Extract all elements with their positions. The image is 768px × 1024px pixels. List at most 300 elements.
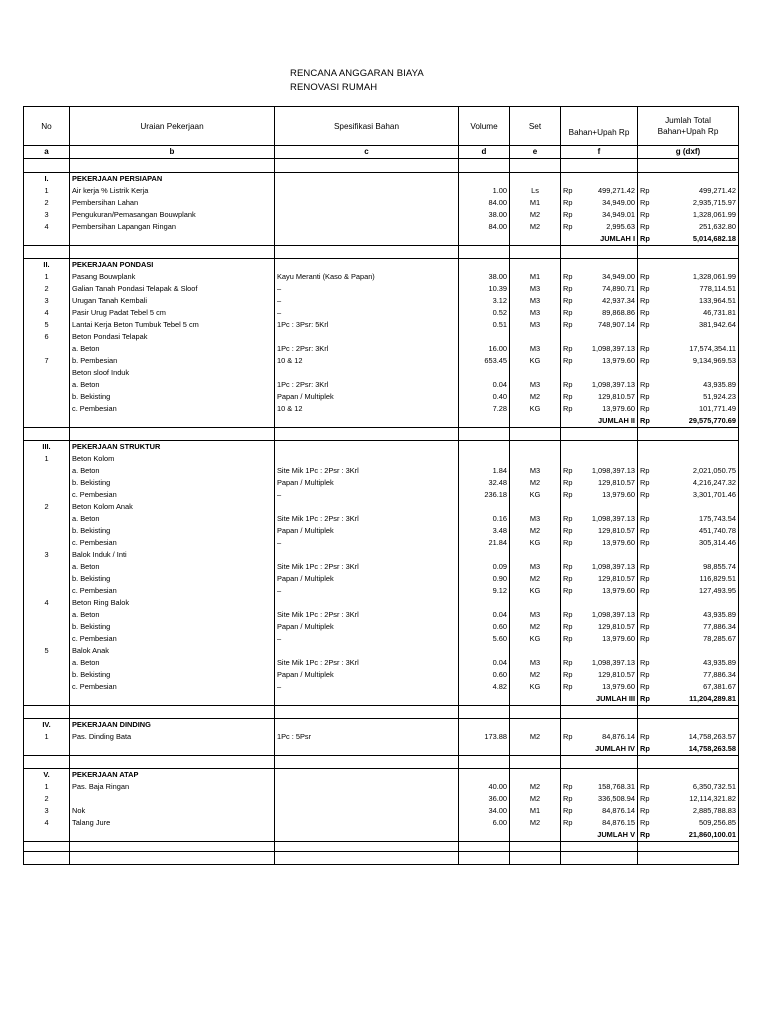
section-row <box>24 441 739 454</box>
item-specification: – <box>275 681 459 693</box>
table-row <box>24 185 739 197</box>
item-specification: Papan / Multiplek <box>275 573 459 585</box>
item-specification: Site Mik 1Pc : 2Psr : 3Krl <box>275 513 459 525</box>
item-number: 1 <box>24 185 70 197</box>
item-unit: KG <box>510 403 561 415</box>
item-number: 2 <box>24 283 70 295</box>
item-description: b. Bekisting <box>70 669 275 681</box>
item-volume: 236.18 <box>459 489 510 501</box>
empty-cell <box>275 769 459 782</box>
item-specification: Papan / Multiplek <box>275 391 459 403</box>
currency-label: Rp <box>563 782 573 791</box>
table-row <box>24 609 739 621</box>
item-description: Pas. Dinding Bata <box>70 731 275 743</box>
empty-cell <box>561 706 638 719</box>
currency-label: Rp <box>640 514 650 523</box>
currency-label: Rp <box>563 186 573 195</box>
item-total-value: 9,134,969.53 <box>692 356 736 365</box>
currency-label: Rp <box>563 526 573 535</box>
item-unit: M2 <box>510 525 561 537</box>
empty-cell <box>561 173 638 186</box>
item-unit-price <box>561 391 638 403</box>
currency-label: Rp <box>640 222 650 231</box>
item-unit: KG <box>510 681 561 693</box>
header-row <box>24 107 739 146</box>
item-number: 3 <box>24 209 70 221</box>
empty-cell <box>70 693 275 706</box>
item-unit-price-value: 129,810.57 <box>598 670 635 679</box>
item-volume: 40.00 <box>459 781 510 793</box>
item-total-value: 43,935.89 <box>703 380 736 389</box>
empty-cell <box>24 693 70 706</box>
empty-cell <box>638 852 739 865</box>
empty-cell <box>459 441 510 454</box>
table-row <box>24 453 739 465</box>
table-row <box>24 295 739 307</box>
item-unit: M3 <box>510 307 561 319</box>
empty-cell <box>275 441 459 454</box>
item-specification <box>275 549 459 561</box>
item-volume: 16.00 <box>459 343 510 355</box>
table-row <box>24 805 739 817</box>
item-description: c. Pembesian <box>70 537 275 549</box>
currency-label: Rp <box>563 490 573 499</box>
empty-cell <box>275 259 459 272</box>
item-volume: 0.04 <box>459 657 510 669</box>
empty-cell <box>638 246 739 259</box>
item-unit-price-value: 1,098,397.13 <box>591 466 635 475</box>
item-unit-price <box>561 331 638 343</box>
empty-cell <box>459 428 510 441</box>
page-title: RENCANA ANGGARAN BIAYA <box>290 68 424 79</box>
item-number: 3 <box>24 295 70 307</box>
item-unit: M2 <box>510 793 561 805</box>
item-volume: 32.48 <box>459 477 510 489</box>
item-total <box>638 817 739 829</box>
table-row <box>24 307 739 319</box>
spacer-row <box>24 842 739 852</box>
empty-cell <box>275 706 459 719</box>
item-unit-price <box>561 657 638 669</box>
item-specification: – <box>275 585 459 597</box>
letter-row <box>24 146 739 159</box>
currency-label: Rp <box>563 308 573 317</box>
item-specification <box>275 367 459 379</box>
empty-cell <box>638 159 739 173</box>
spacer-row <box>24 852 739 865</box>
item-volume: 0.40 <box>459 391 510 403</box>
empty-cell <box>24 829 70 842</box>
currency-label: Rp <box>563 478 573 487</box>
table-row <box>24 367 739 379</box>
item-number: 4 <box>24 221 70 233</box>
item-number: 4 <box>24 817 70 829</box>
item-unit: M3 <box>510 465 561 477</box>
item-total-value: 77,886.34 <box>703 622 736 631</box>
item-description: a. Beton <box>70 609 275 621</box>
item-unit-price-value: 336,508.94 <box>598 794 635 803</box>
currency-label: Rp <box>563 210 573 219</box>
item-unit-price-value: 158,768.31 <box>598 782 635 791</box>
item-unit-price <box>561 185 638 197</box>
item-total <box>638 477 739 489</box>
item-volume: 5.60 <box>459 633 510 645</box>
empty-cell <box>510 246 561 259</box>
col-header-harga-label: Bahan+Upah Rp <box>568 128 630 137</box>
item-unit: M2 <box>510 669 561 681</box>
item-description: b. Pembesian <box>70 355 275 367</box>
empty-cell <box>24 159 70 173</box>
item-volume <box>459 367 510 379</box>
currency-label: Rp <box>640 538 650 547</box>
table-row <box>24 537 739 549</box>
table-row <box>24 645 739 657</box>
item-description: Pasir Urug Padat Tebel 5 cm <box>70 307 275 319</box>
item-volume: 0.16 <box>459 513 510 525</box>
col-header-spesifikasi: Spesifikasi Bahan <box>275 107 459 146</box>
item-description: b. Bekisting <box>70 477 275 489</box>
empty-cell <box>561 159 638 173</box>
item-volume <box>459 453 510 465</box>
table-row <box>24 391 739 403</box>
item-total <box>638 209 739 221</box>
item-specification: 10 & 12 <box>275 355 459 367</box>
item-description: Pas. Baja Ringan <box>70 781 275 793</box>
item-description: c. Pembesian <box>70 489 275 501</box>
item-total-value: 101,771.49 <box>699 404 736 413</box>
item-specification <box>275 817 459 829</box>
item-description: Balok Anak <box>70 645 275 657</box>
empty-cell <box>510 743 561 756</box>
item-unit-price-value: 34,949.00 <box>602 272 635 281</box>
currency-label: Rp <box>563 794 573 803</box>
item-description: a. Beton <box>70 379 275 391</box>
item-volume: 0.52 <box>459 307 510 319</box>
section-row <box>24 769 739 782</box>
item-volume: 0.51 <box>459 319 510 331</box>
item-description: Talang Jure <box>70 817 275 829</box>
empty-cell <box>459 173 510 186</box>
subtotal-label: JUMLAH IV <box>561 743 638 756</box>
item-unit-price <box>561 221 638 233</box>
item-description: Pasang Bouwplank <box>70 271 275 283</box>
empty-cell <box>459 233 510 246</box>
item-specification: – <box>275 489 459 501</box>
item-total <box>638 793 739 805</box>
item-volume: 38.00 <box>459 209 510 221</box>
item-number: 2 <box>24 197 70 209</box>
table-row <box>24 585 739 597</box>
subtotal-value <box>638 415 739 428</box>
col-header-harga <box>561 107 638 146</box>
currency-label: Rp <box>640 308 650 317</box>
empty-cell <box>70 852 275 865</box>
empty-cell <box>459 852 510 865</box>
item-unit: M2 <box>510 573 561 585</box>
item-number <box>24 379 70 391</box>
table-row <box>24 343 739 355</box>
item-description: Pengukuran/Pemasangan Bouwplank <box>70 209 275 221</box>
empty-cell <box>459 415 510 428</box>
currency-label: Rp <box>640 490 650 499</box>
currency-label: Rp <box>563 538 573 547</box>
item-unit-price <box>561 379 638 391</box>
item-number <box>24 621 70 633</box>
item-unit: M3 <box>510 379 561 391</box>
item-unit-price-value: 13,979.60 <box>602 538 635 547</box>
empty-cell <box>510 173 561 186</box>
table-row <box>24 549 739 561</box>
empty-cell <box>275 233 459 246</box>
empty-cell <box>24 246 70 259</box>
item-volume: 34.00 <box>459 805 510 817</box>
currency-label: Rp <box>640 234 650 243</box>
item-total-value: 17,574,354.11 <box>689 344 736 353</box>
section-title: PEKERJAAN ATAP <box>70 769 275 782</box>
currency-label: Rp <box>563 514 573 523</box>
section-number: III. <box>24 441 70 454</box>
item-description: Pembersihan Lapangan Ringan <box>70 221 275 233</box>
item-description: a. Beton <box>70 657 275 669</box>
item-specification: Papan / Multiplek <box>275 525 459 537</box>
item-number <box>24 403 70 415</box>
empty-cell <box>510 829 561 842</box>
currency-label: Rp <box>640 198 650 207</box>
item-total <box>638 307 739 319</box>
item-number: 1 <box>24 731 70 743</box>
item-unit <box>510 453 561 465</box>
table-row <box>24 331 739 343</box>
currency-label: Rp <box>640 186 650 195</box>
section-number: V. <box>24 769 70 782</box>
item-unit: M3 <box>510 343 561 355</box>
table-row <box>24 319 739 331</box>
item-number: 2 <box>24 793 70 805</box>
subtotal-value-value: 11,204,289.81 <box>689 694 736 703</box>
item-total-value: 67,381.67 <box>703 682 736 691</box>
currency-label: Rp <box>563 818 573 827</box>
item-total <box>638 295 739 307</box>
item-unit-price <box>561 645 638 657</box>
subtotal-row <box>24 829 739 842</box>
item-total <box>638 525 739 537</box>
spacer-row <box>24 159 739 173</box>
item-volume <box>459 645 510 657</box>
item-volume: 1.84 <box>459 465 510 477</box>
item-unit-price-value: 34,949.01 <box>602 210 635 219</box>
table-row <box>24 501 739 513</box>
item-unit: M2 <box>510 221 561 233</box>
item-total-value: 175,743.54 <box>699 514 736 523</box>
empty-cell <box>459 829 510 842</box>
item-unit: KG <box>510 537 561 549</box>
item-unit: KG <box>510 489 561 501</box>
item-unit-price <box>561 477 638 489</box>
item-description: b. Bekisting <box>70 391 275 403</box>
empty-cell <box>70 415 275 428</box>
item-volume: 173.88 <box>459 731 510 743</box>
currency-label: Rp <box>563 670 573 679</box>
section-number: II. <box>24 259 70 272</box>
table-row <box>24 209 739 221</box>
item-description: b. Bekisting <box>70 525 275 537</box>
item-total-value: 3,301,701.46 <box>692 490 736 499</box>
item-specification <box>275 793 459 805</box>
item-total-value: 251,632.80 <box>699 222 736 231</box>
item-unit: M3 <box>510 657 561 669</box>
item-unit-price-value: 2,995.63 <box>606 222 635 231</box>
item-number: 3 <box>24 805 70 817</box>
item-number: 1 <box>24 271 70 283</box>
table-row <box>24 621 739 633</box>
subtotal-label: JUMLAH I <box>561 233 638 246</box>
item-total <box>638 657 739 669</box>
item-total-value: 381,942.64 <box>699 320 736 329</box>
item-total <box>638 355 739 367</box>
empty-cell <box>275 743 459 756</box>
currency-label: Rp <box>640 562 650 571</box>
item-total <box>638 513 739 525</box>
table-row <box>24 597 739 609</box>
empty-cell <box>459 693 510 706</box>
item-number <box>24 681 70 693</box>
item-description: c. Pembesian <box>70 681 275 693</box>
item-number <box>24 525 70 537</box>
item-number: 5 <box>24 319 70 331</box>
subtotal-label: JUMLAH II <box>561 415 638 428</box>
currency-label: Rp <box>640 818 650 827</box>
item-number <box>24 489 70 501</box>
item-unit: M2 <box>510 621 561 633</box>
item-description: Urugan Tanah Kembali <box>70 295 275 307</box>
item-specification: 1Pc : 2Psr: 3Krl <box>275 379 459 391</box>
item-unit-price-value: 499,271.42 <box>598 186 635 195</box>
item-total <box>638 501 739 513</box>
item-total-value: 43,935.89 <box>703 658 736 667</box>
item-number <box>24 513 70 525</box>
item-description: c. Pembesian <box>70 585 275 597</box>
item-unit-price <box>561 549 638 561</box>
empty-cell <box>561 769 638 782</box>
empty-cell <box>275 173 459 186</box>
item-unit-price-value: 13,979.60 <box>602 634 635 643</box>
item-total <box>638 621 739 633</box>
item-unit-price <box>561 573 638 585</box>
item-description: c. Pembesian <box>70 403 275 415</box>
currency-label: Rp <box>563 380 573 389</box>
item-unit-price <box>561 537 638 549</box>
item-total-value: 116,829.51 <box>699 574 736 583</box>
currency-label: Rp <box>640 284 650 293</box>
item-specification: – <box>275 295 459 307</box>
item-unit-price <box>561 731 638 743</box>
item-description: Lantai Kerja Beton Tumbuk Tebel 5 cm <box>70 319 275 331</box>
item-number: 1 <box>24 781 70 793</box>
empty-cell <box>459 743 510 756</box>
item-description: Pembersihan Lahan <box>70 197 275 209</box>
empty-cell <box>275 719 459 732</box>
item-total <box>638 367 739 379</box>
item-unit-price <box>561 669 638 681</box>
table-row <box>24 561 739 573</box>
item-unit-price <box>561 793 638 805</box>
section-title: PEKERJAAN DINDING <box>70 719 275 732</box>
item-total <box>638 465 739 477</box>
item-unit-price <box>561 585 638 597</box>
col-header-uraian: Uraian Pekerjaan <box>70 107 275 146</box>
item-total <box>638 453 739 465</box>
item-unit-price <box>561 271 638 283</box>
item-unit <box>510 331 561 343</box>
item-total-value: 2,021,050.75 <box>692 466 736 475</box>
letter-c: c <box>275 146 459 159</box>
currency-label: Rp <box>640 694 650 703</box>
subtotal-value-value: 14,758,263.58 <box>688 744 736 753</box>
item-unit: M2 <box>510 209 561 221</box>
item-total <box>638 537 739 549</box>
currency-label: Rp <box>640 610 650 619</box>
item-unit-price-value: 129,810.57 <box>598 478 635 487</box>
item-unit: M3 <box>510 513 561 525</box>
currency-label: Rp <box>640 320 650 329</box>
table-row <box>24 513 739 525</box>
empty-cell <box>638 719 739 732</box>
item-total <box>638 283 739 295</box>
item-unit-price <box>561 319 638 331</box>
item-total-value: 2,885,788.83 <box>692 806 736 815</box>
item-unit-price-value: 84,876.15 <box>602 818 635 827</box>
subtotal-value <box>638 829 739 842</box>
item-unit-price-value: 129,810.57 <box>598 526 635 535</box>
currency-label: Rp <box>563 320 573 329</box>
item-specification <box>275 501 459 513</box>
item-description: Beton Pondasi Telapak <box>70 331 275 343</box>
item-total <box>638 805 739 817</box>
empty-cell <box>510 719 561 732</box>
section-title: PEKERJAAN PERSIAPAN <box>70 173 275 186</box>
item-volume <box>459 501 510 513</box>
item-volume: 0.90 <box>459 573 510 585</box>
item-total-value: 12,114,321.82 <box>689 794 736 803</box>
currency-label: Rp <box>640 526 650 535</box>
item-specification: – <box>275 633 459 645</box>
item-total <box>638 549 739 561</box>
item-specification: Site Mik 1Pc : 2Psr : 3Krl <box>275 609 459 621</box>
empty-cell <box>561 246 638 259</box>
item-unit-price-value: 1,098,397.13 <box>591 344 635 353</box>
currency-label: Rp <box>640 356 650 365</box>
empty-cell <box>275 246 459 259</box>
subtotal-value-value: 21,860,100.01 <box>688 830 736 839</box>
empty-cell <box>510 259 561 272</box>
item-unit <box>510 367 561 379</box>
item-total <box>638 669 739 681</box>
item-unit-price <box>561 817 638 829</box>
subtotal-row <box>24 415 739 428</box>
item-unit-price-value: 42,937.34 <box>602 296 635 305</box>
empty-cell <box>638 842 739 852</box>
currency-label: Rp <box>640 574 650 583</box>
spacer-row <box>24 706 739 719</box>
item-total-value: 2,935,715.97 <box>692 198 736 207</box>
item-number: 6 <box>24 331 70 343</box>
item-specification: 1Pc : 2Psr: 3Krl <box>275 343 459 355</box>
empty-cell <box>561 428 638 441</box>
item-volume: 9.12 <box>459 585 510 597</box>
empty-cell <box>510 159 561 173</box>
col-header-jumlah: Jumlah Total Bahan+Upah Rp <box>638 107 739 146</box>
item-total-value: 51,924.23 <box>703 392 736 401</box>
